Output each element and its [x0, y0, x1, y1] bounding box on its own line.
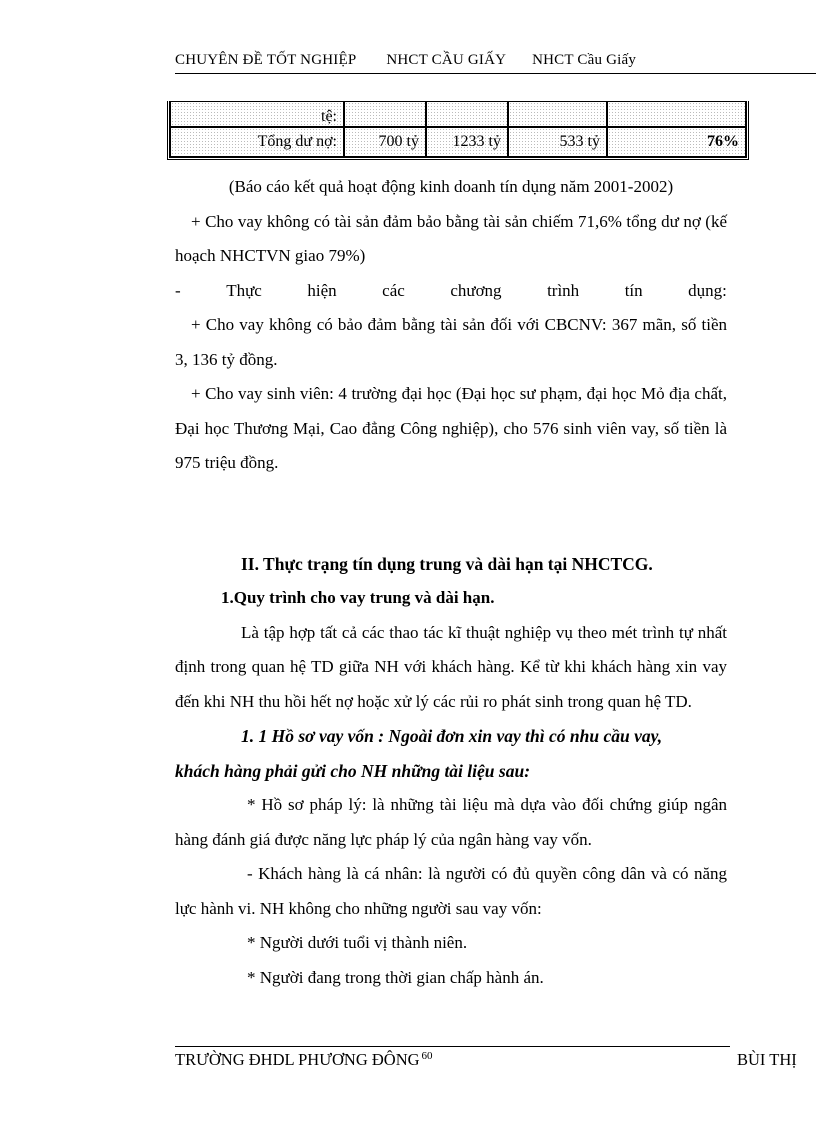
table-cell: tệ: [170, 101, 344, 127]
bullet-word: hiện [307, 280, 337, 300]
footer-divider [175, 1046, 730, 1047]
list-item: * Người đang trong thời gian chấp hành án. [247, 967, 544, 987]
paragraph: + Cho vay không có bảo đảm bằng tài sản đối với CBCNV: 367 mãn, số tiền 3, 136 tỷ đồng. [175, 315, 727, 369]
paragraph: - Khách hàng là cá nhân: là người có đủ quyền công dân và có năng lực hành vi. NH không cho những người sau vay vốn: [175, 864, 727, 918]
table-cell [508, 101, 607, 127]
header-title: CHUYÊN ĐỀ TỐT NGHIỆP [175, 52, 357, 68]
footer-school: TRƯỜNG ĐHDL PHƯƠNG ĐÔNG [175, 1050, 420, 1069]
bullet-word: Thực [226, 280, 262, 300]
paragraph: * Hồ sơ pháp lý: là những tài liệu mà dựa vào đối chứng giúp ngân hàng đánh giá được năng lực pháp lý của ngân hàng vay vốn. [175, 795, 727, 849]
table-row [170, 101, 746, 127]
header-branch: NHCT Cầu Giấy [532, 52, 637, 68]
list-item: * Người dưới tuổi vị thành niên. [247, 933, 468, 952]
subheading-line: khách hàng phải gửi cho NH những tài liệu sau: [175, 760, 531, 781]
paragraph: + Cho vay sinh viên: 4 trường đại học (Đại học sư phạm, đại học Mỏ địa chất, Đại học Thương Mại, Cao đẳng Công nghiệp), cho 576 sinh viên vay, số tiền là 975 triệu đồng. [175, 384, 727, 472]
table-cell [426, 101, 508, 127]
bullet-word: trình [547, 280, 580, 300]
page-header [175, 52, 816, 74]
table-cell: 1233 tỷ [426, 127, 508, 157]
table-cell [344, 101, 426, 127]
footer-author: BÙI THỊ [737, 1050, 797, 1069]
subheading-line: 1. 1 Hồ sơ vay vốn : Ngoài đơn xin vay thì có nhu cầu vay, [241, 726, 663, 746]
page-number: 60 [421, 1050, 433, 1062]
page-footer [175, 1050, 816, 1070]
table-cell-label: Tổng dư nợ: [170, 127, 344, 157]
header-bank: NHCT CẦU GIẤY [386, 52, 507, 68]
bullet-word: các [382, 280, 405, 300]
bullet-line [175, 274, 727, 309]
paragraph: + Cho vay không có tài sản đảm bảo bằng tài sản chiếm 71,6% tổng dư nợ (kế hoạch NHCTVN giao 79%) [175, 211, 727, 265]
subsection-heading [175, 581, 727, 616]
bullet-word: dụng: [688, 280, 727, 300]
section-heading: II. Thực trạng tín dụng trung và dài hạn tại NHCTCG. [241, 553, 653, 574]
subsection-number: 1. [221, 588, 234, 607]
document-body [175, 170, 727, 995]
table-cell: 700 tỷ [344, 127, 426, 157]
bullet-word: chương [450, 280, 502, 300]
bullet-dash: - [175, 280, 181, 300]
source-note: (Báo cáo kết quả hoạt động kinh doanh tín dụng năm 2001-2002) [228, 177, 674, 196]
table-cell [607, 101, 746, 127]
paragraph: Là tập hợp tất cả các thao tác kĩ thuật nghiệp vụ theo mét trình tự nhất định trong quan hệ TD giữa NH với khách hàng. Kể từ khi khách hàng xin vay đến khi NH thu hồi hết nợ hoặc xử lý các rủi ro phát sinh trong quan hệ TD. [175, 622, 727, 711]
table-cell: 533 tỷ [508, 127, 607, 157]
table-row [170, 127, 746, 157]
subsection-title: Quy trình cho vay trung và dài hạn. [233, 588, 495, 607]
loan-table [167, 101, 749, 160]
table-cell: 76% [607, 127, 746, 157]
bullet-word: tín [624, 280, 643, 300]
